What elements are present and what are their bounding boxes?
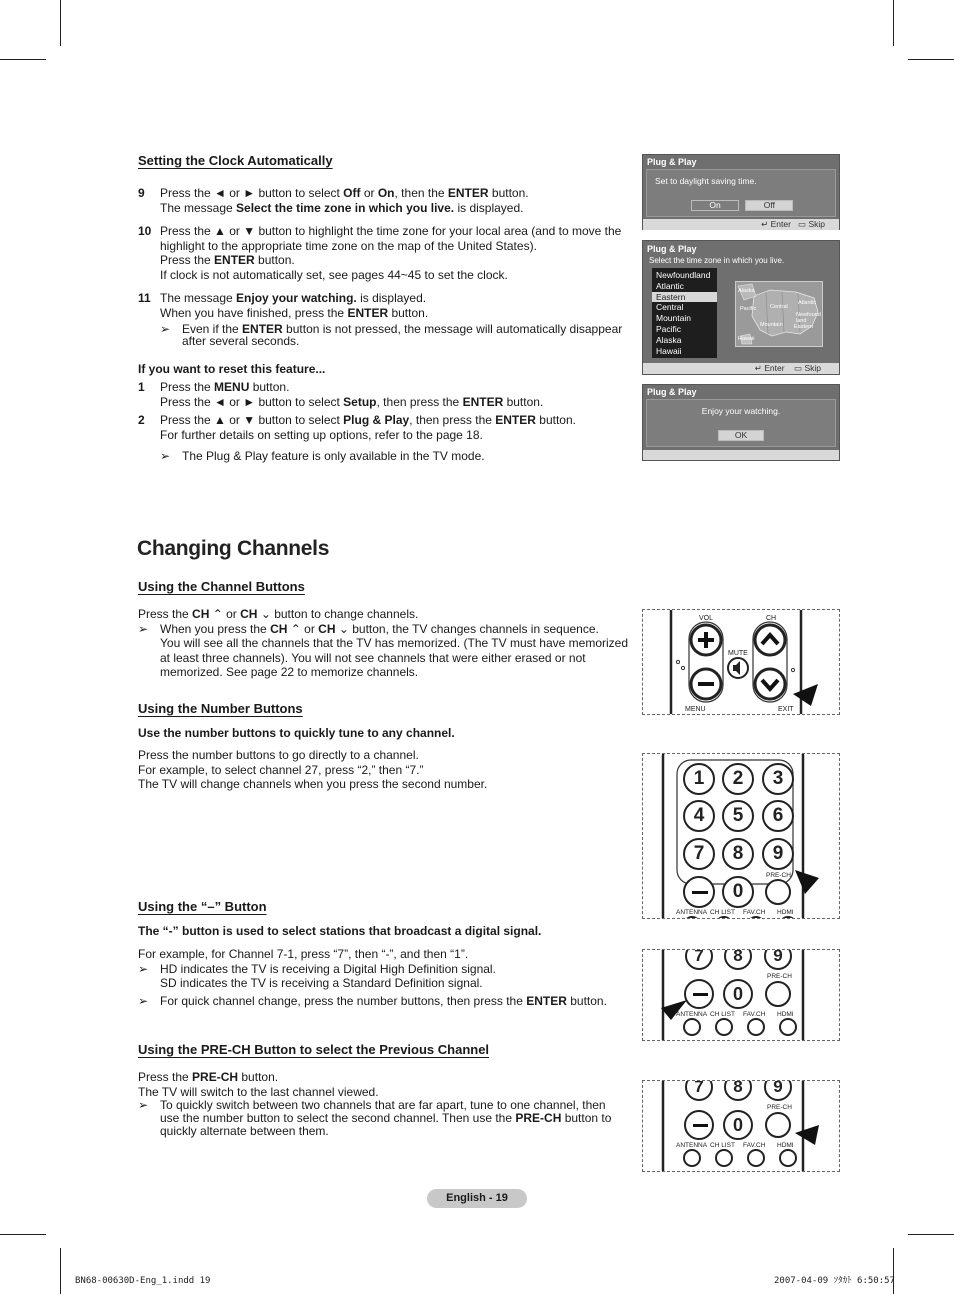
digit-8-button[interactable]: 8 [724, 949, 752, 970]
arrow-icon: ➢ [138, 621, 149, 636]
text: HD indicates the TV is receiving a Digital High Definition signal. [160, 961, 496, 976]
text: The Plug & Play feature is only available in the TV mode. [182, 449, 485, 463]
text: For example, to select channel 27, press “2,” then “7.” [138, 762, 424, 777]
text: SD indicates the TV is receiving a Standard Definition signal. [160, 976, 483, 990]
favch-label: FAV.CH [743, 1142, 766, 1149]
off-button[interactable]: Off [745, 200, 793, 211]
panel-title: Plug & Play [647, 157, 697, 167]
map-label: Hawaii [738, 336, 755, 342]
remote-ch-illustration [642, 609, 840, 715]
crop-mark [0, 59, 46, 60]
text: button. [238, 1070, 279, 1084]
text: MENU [214, 380, 250, 394]
text: button. [566, 993, 607, 1008]
remote-body-icon [643, 610, 840, 715]
arrow-icon: ➢ [138, 993, 149, 1008]
text: PRE-CH [515, 1111, 562, 1125]
favch-button[interactable] [747, 1149, 765, 1167]
chlist-label: CH LIST [710, 909, 735, 916]
enter-label: Enter [764, 363, 785, 373]
osd-panel-enjoy [642, 384, 840, 461]
text: button. [503, 394, 544, 409]
page-number-badge: English - 19 [427, 1189, 527, 1208]
section-heading-number-buttons: Using the Number Buttons [138, 701, 303, 716]
panel-message: Set to daylight saving time. [655, 176, 757, 186]
dash-button-text [138, 947, 638, 1008]
chlist-label: CH LIST [710, 1011, 735, 1018]
dash-icon [693, 1124, 708, 1127]
favch-label: FAV.CH [743, 1011, 766, 1018]
text: When you press the [160, 621, 271, 636]
text: Press the [138, 1070, 193, 1084]
text: Select the time zone in which you live. [236, 200, 455, 215]
text: Press the [160, 253, 215, 267]
step-number: 9 [138, 186, 145, 200]
chevron-up-icon: ⌃ [290, 621, 301, 636]
text: For further details on setting up options, refer to the page 18. [160, 427, 483, 442]
step-number: 10 [138, 224, 152, 238]
skip-icon: ▭ [794, 363, 803, 373]
text: button to quickly alternate between them. [160, 1111, 612, 1138]
arrow-icon: ➢ [138, 1098, 149, 1112]
step-10 [138, 224, 628, 282]
text: The TV will switch to the last channel viewed. [138, 1084, 379, 1099]
digit-0-button[interactable]: 0 [722, 876, 754, 908]
text: ENTER [526, 993, 567, 1008]
section-heading-dash-button: Using the “–” Button [138, 899, 267, 914]
digit-8-button[interactable]: 8 [722, 838, 754, 870]
timezone-item[interactable]: Hawaii [656, 345, 682, 356]
remote-dash-illustration [642, 949, 840, 1041]
text: You will see all the channels that the TV has memorized. (The TV must have memorized at least three channels). You will not see channels that were either erased or not memorized. See page 22 to memorize channels. [160, 636, 629, 679]
antenna-label: ANTENNA [676, 1142, 708, 1149]
text: button is not pressed, the message will automatically disappear after several seconds. [182, 322, 623, 348]
digit-7-button[interactable]: 7 [685, 1080, 713, 1101]
text: Press the ◄ or ► button to select [160, 394, 344, 409]
digit-7-button[interactable]: 7 [685, 949, 713, 970]
text: For quick channel change, press the number buttons, then press the [160, 993, 527, 1008]
text: ENTER [214, 253, 255, 267]
timezone-item[interactable]: Pacific [656, 323, 682, 334]
date-slug: 2007-04-09 ｿﾀｶﾄ 6:50:57 [774, 1276, 895, 1286]
arrow-icon: ➢ [160, 449, 171, 463]
favch-label: FAV.CH [743, 909, 766, 916]
skip-label: Skip [808, 219, 825, 229]
step-11 [138, 291, 628, 347]
map-label: Atlantic [798, 300, 817, 306]
map-label: Pacific [740, 306, 757, 312]
text: Press the [138, 607, 193, 621]
channel-buttons-text [138, 607, 638, 680]
digit-9-button[interactable]: 9 [762, 838, 794, 870]
reset-step-2 [138, 413, 628, 464]
hdmi-button[interactable] [779, 1149, 797, 1167]
arrow-icon: ➢ [138, 961, 149, 976]
digit-9-button[interactable]: 9 [764, 1080, 792, 1101]
panel-footer [643, 450, 839, 460]
text: The TV will change channels when you press the second number. [138, 777, 488, 791]
dash-button-sub: The “-” button is used to select stations that broadcast a digital signal. [138, 924, 542, 938]
antenna-button[interactable] [683, 1149, 701, 1167]
text: is displayed. [356, 291, 427, 305]
text: Press the ▲ or ▼ button to highlight the time zone for your local area (and to move the highlight to the appropriate time zone on the map of the United States). [160, 224, 622, 253]
ch-label: CH [766, 615, 777, 622]
file-slug: BN68-00630D-Eng_1.indd 19 [75, 1276, 211, 1286]
text: Setup [343, 394, 377, 409]
text: The message [160, 291, 237, 305]
text: button. [488, 186, 529, 200]
text: button. [535, 413, 576, 427]
prech-button[interactable] [765, 1112, 791, 1138]
page-title: Changing Channels [137, 537, 330, 560]
note [138, 994, 638, 1009]
text: , then press the [409, 413, 496, 427]
section-heading-prech: Using the PRE-CH Button to select the Previous Channel [138, 1042, 490, 1057]
text: or [300, 621, 319, 636]
timezone-item[interactable]: Newfoundland [656, 270, 711, 280]
text: Press the ▲ or ▼ button to select [160, 413, 344, 427]
prech-label: PRE-CH [766, 872, 791, 879]
reset-heading: If you want to reset this feature... [138, 362, 326, 376]
text: ENTER [462, 394, 504, 409]
dash-button[interactable] [684, 1110, 714, 1140]
text: CH [192, 607, 210, 621]
text: Plug & Play [343, 413, 410, 427]
timezone-item[interactable]: Eastern [652, 292, 717, 303]
text: CH [318, 621, 336, 636]
crop-mark [908, 59, 954, 60]
hdmi-label: HDMI [777, 909, 794, 916]
text: Even if the [182, 322, 243, 336]
map-label: Eastern [794, 324, 813, 330]
number-buttons-text [138, 748, 638, 792]
text: The message [160, 200, 237, 215]
text: button to change channels. [270, 607, 419, 621]
crop-mark [60, 1248, 61, 1294]
text: Press the [160, 380, 215, 394]
text: Off [343, 186, 361, 200]
step-number: 2 [138, 413, 145, 427]
digit-6-button[interactable]: 6 [762, 800, 794, 832]
chevron-down-icon: ⌄ [338, 621, 349, 636]
enter-label: Enter [770, 219, 791, 229]
number-buttons-sub: Use the number buttons to quickly tune to any channel. [138, 726, 455, 740]
us-map [735, 281, 823, 347]
arrow-icon: ➢ [160, 322, 171, 336]
reset-step-1 [138, 380, 628, 409]
map-label: Mountain [760, 322, 783, 328]
text: , then the [394, 186, 448, 200]
text: If clock is not automatically set, see pages 44~45 to set the clock. [160, 267, 508, 282]
prech-button[interactable] [765, 981, 791, 1007]
text: To quickly switch between two channels that are far apart, tune to one channel, then use the number button to select the second channel. Then use the [160, 1098, 606, 1125]
timezone-item[interactable]: Alaska [656, 334, 682, 345]
timezone-item[interactable]: Atlantic [656, 280, 684, 291]
prech-label: PRE-CH [767, 973, 792, 980]
hdmi-button[interactable] [779, 1018, 797, 1036]
text: CH [240, 607, 258, 621]
text: is displayed. [454, 200, 524, 215]
timezone-item[interactable]: Mountain [656, 313, 691, 324]
digit-0-button[interactable]: 0 [723, 1110, 753, 1140]
ok-button[interactable]: OK [718, 430, 764, 441]
note [138, 962, 638, 991]
panel-message: Enjoy your watching. [701, 406, 781, 416]
crop-mark [60, 0, 61, 46]
digit-9-button[interactable]: 9 [764, 949, 792, 970]
text: ENTER [347, 305, 389, 320]
digit-8-button[interactable]: 8 [724, 1080, 752, 1101]
chlist-label: CH LIST [710, 1142, 735, 1149]
prech-button[interactable] [765, 879, 791, 905]
panel-footer [643, 363, 839, 374]
text: Enjoy your watching. [236, 291, 357, 305]
panel-message: Select the time zone in which you live. [649, 256, 785, 265]
antenna-label: ANTENNA [676, 1011, 708, 1018]
panel-title: Plug & Play [647, 387, 697, 397]
panel-body [646, 169, 836, 217]
text: CH [270, 621, 288, 636]
digit-1-button[interactable]: 1 [683, 763, 715, 795]
digit-5-button[interactable]: 5 [722, 800, 754, 832]
map-label: Newfound land [796, 312, 821, 324]
skip-label: Skip [804, 363, 821, 373]
text: or [222, 607, 241, 621]
chevron-down-icon: ⌄ [260, 607, 271, 621]
enter-icon: ↵ [761, 219, 769, 229]
chlist-button[interactable] [715, 1149, 733, 1167]
section-heading-channel-buttons: Using the Channel Buttons [138, 579, 305, 594]
timezone-list [652, 268, 717, 358]
text: Press the ◄ or ► button to select [160, 186, 344, 200]
note [138, 1099, 628, 1138]
remote-number-illustration [642, 753, 840, 919]
map-label: Alaska [738, 288, 755, 294]
dash-button[interactable] [684, 979, 714, 1009]
note [160, 449, 628, 464]
crop-mark [0, 1234, 46, 1235]
text: ENTER [447, 186, 489, 200]
favch-button[interactable] [747, 1018, 765, 1036]
step-number: 1 [138, 380, 145, 394]
hdmi-label: HDMI [777, 1142, 794, 1149]
text: ENTER [495, 413, 536, 427]
text: On [377, 186, 395, 200]
section-heading-clock: Setting the Clock Automatically [138, 153, 333, 168]
panel-footer [643, 219, 839, 230]
dash-button[interactable] [683, 876, 715, 908]
panel-title: Plug & Play [647, 244, 697, 254]
exit-label: EXIT [778, 706, 794, 713]
antenna-button[interactable] [683, 1018, 701, 1036]
text: , then press the [376, 394, 463, 409]
osd-panel-daylight [642, 154, 840, 230]
note [160, 323, 628, 347]
skip-icon: ▭ [798, 219, 807, 229]
hdmi-label: HDMI [777, 1011, 794, 1018]
remote-prech-illustration [642, 1080, 840, 1172]
step-number: 11 [138, 291, 151, 305]
digit-3-button[interactable]: 3 [762, 763, 794, 795]
chlist-button[interactable] [715, 1018, 733, 1036]
text: button, the TV changes channels in sequence. [348, 621, 599, 636]
prech-text [138, 1070, 628, 1138]
digit-7-button[interactable]: 7 [683, 838, 715, 870]
prech-label: PRE-CH [767, 1104, 792, 1111]
text: Press the number buttons to go directly to a channel. [138, 748, 419, 762]
text: For example, for Channel 7-1, press “7”, then “-”, and then “1”. [138, 947, 469, 961]
antenna-label: ANTENNA [676, 909, 708, 916]
dash-icon [692, 891, 708, 894]
on-button[interactable]: On [691, 200, 739, 211]
text: button. [249, 380, 290, 394]
step-9 [138, 186, 628, 215]
digit-4-button[interactable]: 4 [683, 800, 715, 832]
vol-label: VOL [699, 615, 714, 622]
timezone-item[interactable]: Central [656, 302, 684, 313]
mute-label: MUTE [728, 650, 748, 657]
text: button. [254, 253, 295, 267]
chevron-up-icon: ⌃ [212, 607, 223, 621]
note [138, 622, 635, 680]
digit-0-button[interactable]: 0 [723, 979, 753, 1009]
menu-label: MENU [685, 706, 706, 713]
enter-icon: ↵ [754, 363, 762, 373]
dash-icon [693, 993, 708, 996]
crop-mark [893, 0, 894, 46]
text: When you have finished, press the [160, 305, 348, 320]
text: or [360, 186, 378, 200]
digit-2-button[interactable]: 2 [722, 763, 754, 795]
text: button. [388, 305, 429, 320]
panel-body [646, 399, 836, 447]
text: ENTER [242, 322, 283, 336]
crop-mark [908, 1234, 954, 1235]
osd-panel-timezone [642, 240, 840, 375]
map-label: Central [770, 304, 788, 310]
text: PRE-CH [192, 1070, 239, 1084]
